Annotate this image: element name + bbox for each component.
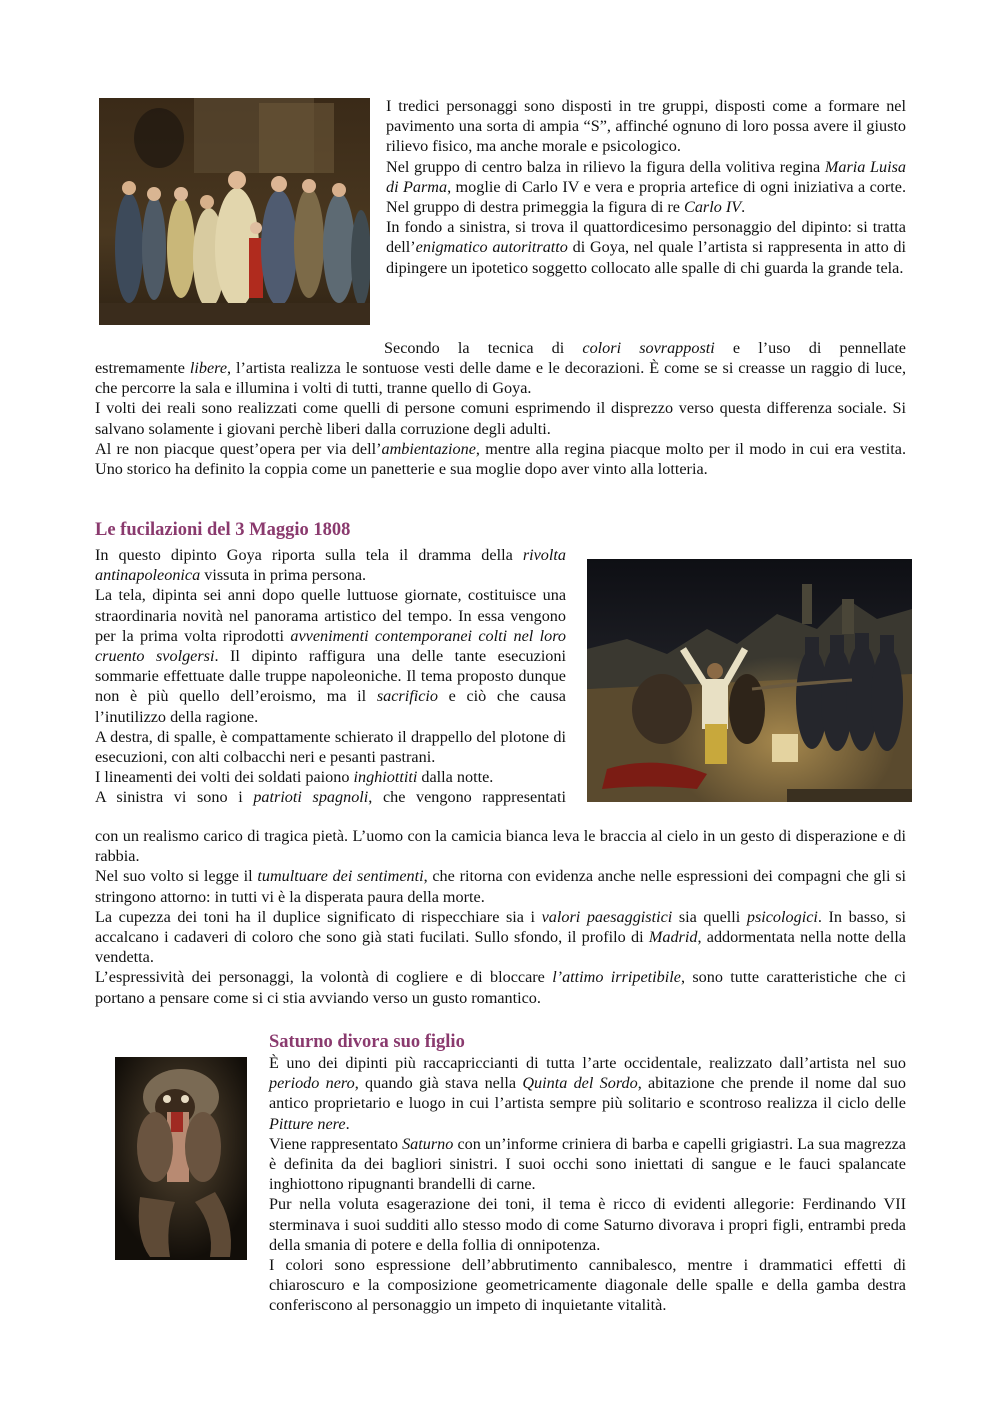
- paragraph: Pur nella voluta esagerazione dei toni, il tema è ricco di evidenti allegorie: Ferdinando VII sterminava i suoi sudditi allo stesso modo di come Saturno divorava i propri figli, entrambi preda della smania di potere e della follia di onnipotenza.: [269, 1195, 906, 1254]
- paragraph-line: A sinistra vi sono i patrioti spagnoli, che vengono rappresentati: [95, 788, 566, 807]
- paragraph: In questo dipinto Goya riporta sulla tela il dramma della rivolta antinapoleonica vissuta in prima persona.: [95, 546, 566, 585]
- paragraph: La tela, dipinta sei anni dopo quelle luttuose giornate, costituisce una straordinaria novità nel panorama artistico del tempo. In essa vengono per la prima volta riprodotti avvenimenti contemporanei colti nel loro cruento svolgersi. Il dipinto raffigura una delle tante esecuzioni sommarie effettuate dalle truppe napoleoniche. Il tema proposto dunque non è più quello dell’eroismo, ma il sacrificio e ciò che causa l’inutilizzo della ragione.: [95, 586, 567, 726]
- paragraph: I colori sono espressione dell’abbrutimento cannibalesco, mentre i drammatici effetti di chiaroscuro e la composizione geometricamente diagonale delle spalle e della gamba destra conferiscono al personaggio un impeto di inquietante vitalità.: [269, 1256, 906, 1315]
- painting-saturn-devouring-his-son: [115, 1057, 247, 1260]
- painting-third-of-may: [587, 559, 912, 802]
- paragraph: A destra, di spalle, è compattamente schierato il drappello del plotone di esecuzioni, con alti colbacchi neri e pesanti pastrani.: [95, 727, 566, 767]
- paragraph: In fondo a sinistra, si trova il quattordicesimo personaggio del dipinto: si tratta dell’enigmatico autoritratto di Goya, nel quale l’artista si rappresenta in atto di dipingere un ipotetico soggetto collocato alle spalle di chi guarda la grande tela.: [386, 218, 906, 277]
- paragraph: Al re non piacque quest’opera per via dell’ambientazione, mentre alla regina piacque molto per il modo in cui era vestita. Uno storico ha definito la coppia come un panetterie e sua moglie dopo aver vinto alla lotteria.: [95, 439, 906, 479]
- section1-side-text: [386, 96, 906, 278]
- paragraph: con un realismo carico di tragica pietà. L’uomo con la camicia bianca leva le braccia al cielo in un gesto di disperazione e di rabbia.: [95, 827, 906, 866]
- section1-full-text: [95, 358, 906, 479]
- paragraph: Nel suo volto si legge il tumultuare dei sentimenti, che ritorna con evidenza anche nelle espressioni dei compagni che gli si stringono attorno: in tutti vi è la disperata paura della morte.: [95, 867, 906, 906]
- section3-text: [269, 1053, 906, 1316]
- paragraph: estremamente libere, l’artista realizza le sontuose vesti delle dame e le decorazioni. È come se si creasse un raggio di luce, che percorre la sala e illumina i volti di tutti, tranne quello di Goya.: [95, 359, 907, 398]
- paragraph-line: Secondo la tecnica di colori sovrapposti e l’uso di pennellate: [384, 339, 906, 357]
- paragraph: Nel gruppo di centro balza in rilievo la figura della volitiva regina Maria Luisa di Parma, moglie di Carlo IV e vera e propria artefice di ogni iniziativa a corte. Nel gruppo di destra primeggia la figura di re Carlo IV.: [386, 157, 906, 217]
- section1-indent-line: [384, 338, 906, 358]
- paragraph: I volti dei reali sono realizzati come quelli di persone comuni esprimendo il disprezzo verso questa differenza sociale. Si salvano solamente i giovani perchè liberi dalla corruzione degli adulti.: [95, 399, 906, 438]
- paragraph: La cupezza dei toni ha il duplice significato di rispecchiare sia i valori paesaggistici sia quelli psicologici. In basso, si accalcano i cadaveri di coloro che sono già stati fucilati. Sullo sfondo, il profilo di Madrid, addormentata nella notte della vendetta.: [95, 907, 906, 967]
- section-title: Saturno divora suo figlio: [269, 1032, 465, 1052]
- section2-full-text: [95, 826, 906, 1008]
- painting-family-of-carlos-iv: [99, 98, 370, 325]
- section2-side-text: [95, 545, 566, 808]
- paragraph: I lineamenti dei volti dei soldati paiono inghiottiti dalla notte.: [95, 768, 494, 787]
- section-title: Le fucilazioni del 3 Maggio 1808: [95, 520, 351, 540]
- paragraph: Viene rappresentato Saturno con un’informe criniera di barba e capelli grigiastri. La sua magrezza è definita da dei bagliori sinistri. I suoi occhi sono iniettati di sangue e le fauci spalancate inghiottono ripugnanti brandelli di carne.: [269, 1134, 906, 1194]
- paragraph: I tredici personaggi sono disposti in tre gruppi, disposti come a formare nel pavimento una sorta di ampia “S”, affinché ognuno di loro possa avere il giusto rilievo fisico, ma anche morale e psicologico.: [386, 97, 906, 156]
- paragraph: È uno dei dipinti più raccapriccianti di tutta l’arte occidentale, realizzato dall’artista nel suo periodo nero, quando già stava nella Quinta del Sordo, abitazione che prende il nome dal suo antico proprietario e luogo in cui l’artista sempre più solitario e scontroso realizza il ciclo delle Pitture nere.: [269, 1054, 906, 1133]
- paragraph: L’espressività dei personaggi, la volontà di cogliere e di bloccare l’attimo irripetibile, sono tutte caratteristiche che ci portano a pensare come si ci stia avviando verso un gusto romantico.: [95, 968, 906, 1007]
